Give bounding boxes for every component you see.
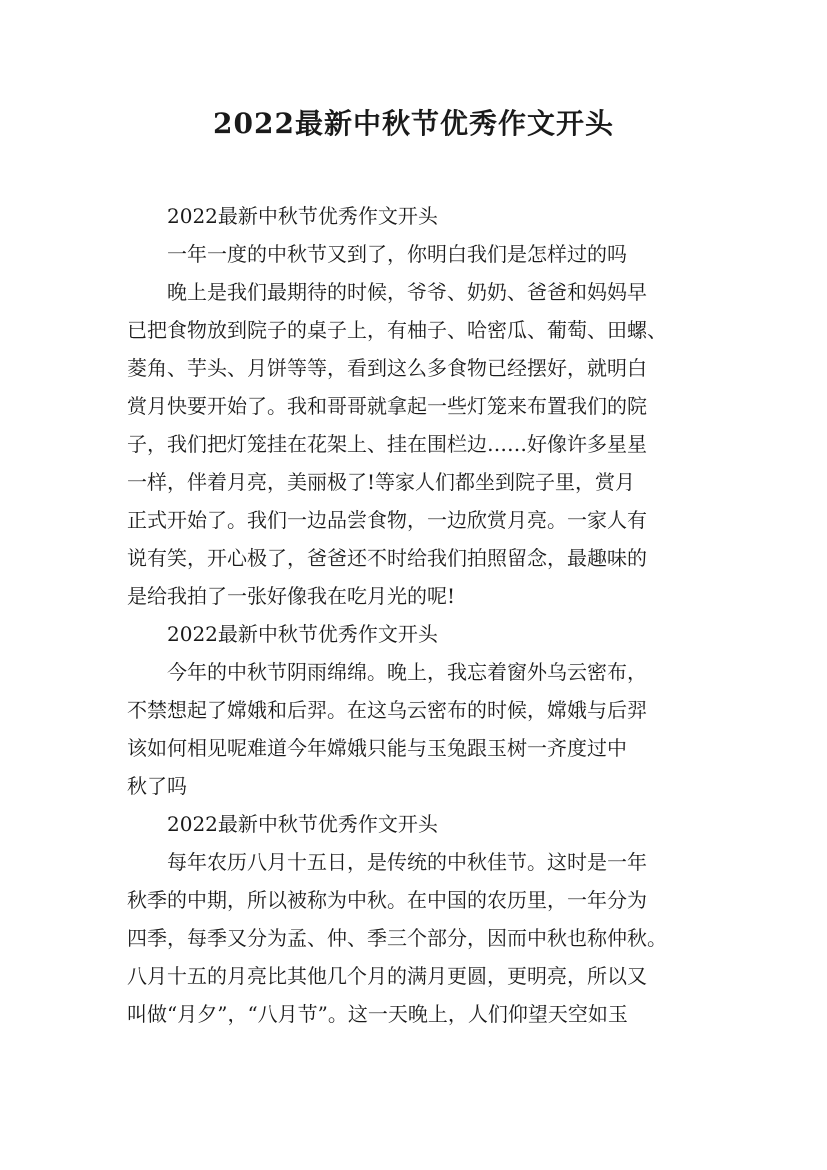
- text-line: 不禁想起了嫦娥和后羿。在这乌云密布的时候，嫦娥与后羿: [127, 698, 647, 722]
- document-title: 2022最新中秋节优秀作文开头: [213, 107, 614, 140]
- text-line: 说有笑，开心极了，爸爸还不时给我们拍照留念，最趣味的: [127, 546, 647, 570]
- text-line: 该如何相见呢难道今年嫦娥只能与玉兔跟玉树一齐度过中: [127, 736, 627, 760]
- text-line: 八月十五的月亮比其他几个月的满月更圆，更明亮，所以又: [127, 964, 647, 988]
- text-line: 秋了吗: [127, 774, 187, 798]
- text-line: 菱角、芋头、月饼等等，看到这么多食物已经摆好，就明白: [127, 356, 647, 380]
- text-line: 每年农历八月十五日，是传统的中秋佳节。这时是一年: [167, 850, 647, 874]
- text-line: 一样，伴着月亮，美丽极了!等家人们都坐到院子里，赏月: [127, 470, 636, 494]
- text-line: 今年的中秋节阴雨绵绵。晚上，我忘着窗外乌云密布，: [167, 660, 647, 684]
- text-line: 赏月快要开始了。我和哥哥就拿起一些灯笼来布置我们的院: [127, 394, 647, 418]
- text-line: 2022最新中秋节优秀作文开头: [167, 204, 438, 228]
- text-line: 正式开始了。我们一边品尝食物，一边欣赏月亮。一家人有: [127, 508, 647, 532]
- text-line: 一年一度的中秋节又到了，你明白我们是怎样过的吗: [167, 242, 627, 266]
- text-line: 四季，每季又分为孟、仲、季三个部分，因而中秋也称仲秋。: [127, 926, 667, 950]
- document-body: [127, 197, 705, 1033]
- text-line: 叫做“月夕”，“八月节”。这一天晚上，人们仰望天空如玉: [127, 1002, 628, 1026]
- text-line: 是给我拍了一张好像我在吃月光的呢!: [127, 584, 456, 608]
- text-line: 子，我们把灯笼挂在花架上、挂在围栏边……好像许多星星: [127, 432, 647, 456]
- text-line: 晚上是我们最期待的时候，爷爷、奶奶、爸爸和妈妈早: [167, 280, 647, 304]
- text-line: 秋季的中期，所以被称为中秋。在中国的农历里，一年分为: [127, 888, 647, 912]
- text-line: 已把食物放到院子的桌子上，有柚子、哈密瓜、葡萄、田螺、: [127, 318, 667, 342]
- text-line: 2022最新中秋节优秀作文开头: [167, 622, 438, 646]
- text-line: 2022最新中秋节优秀作文开头: [167, 812, 438, 836]
